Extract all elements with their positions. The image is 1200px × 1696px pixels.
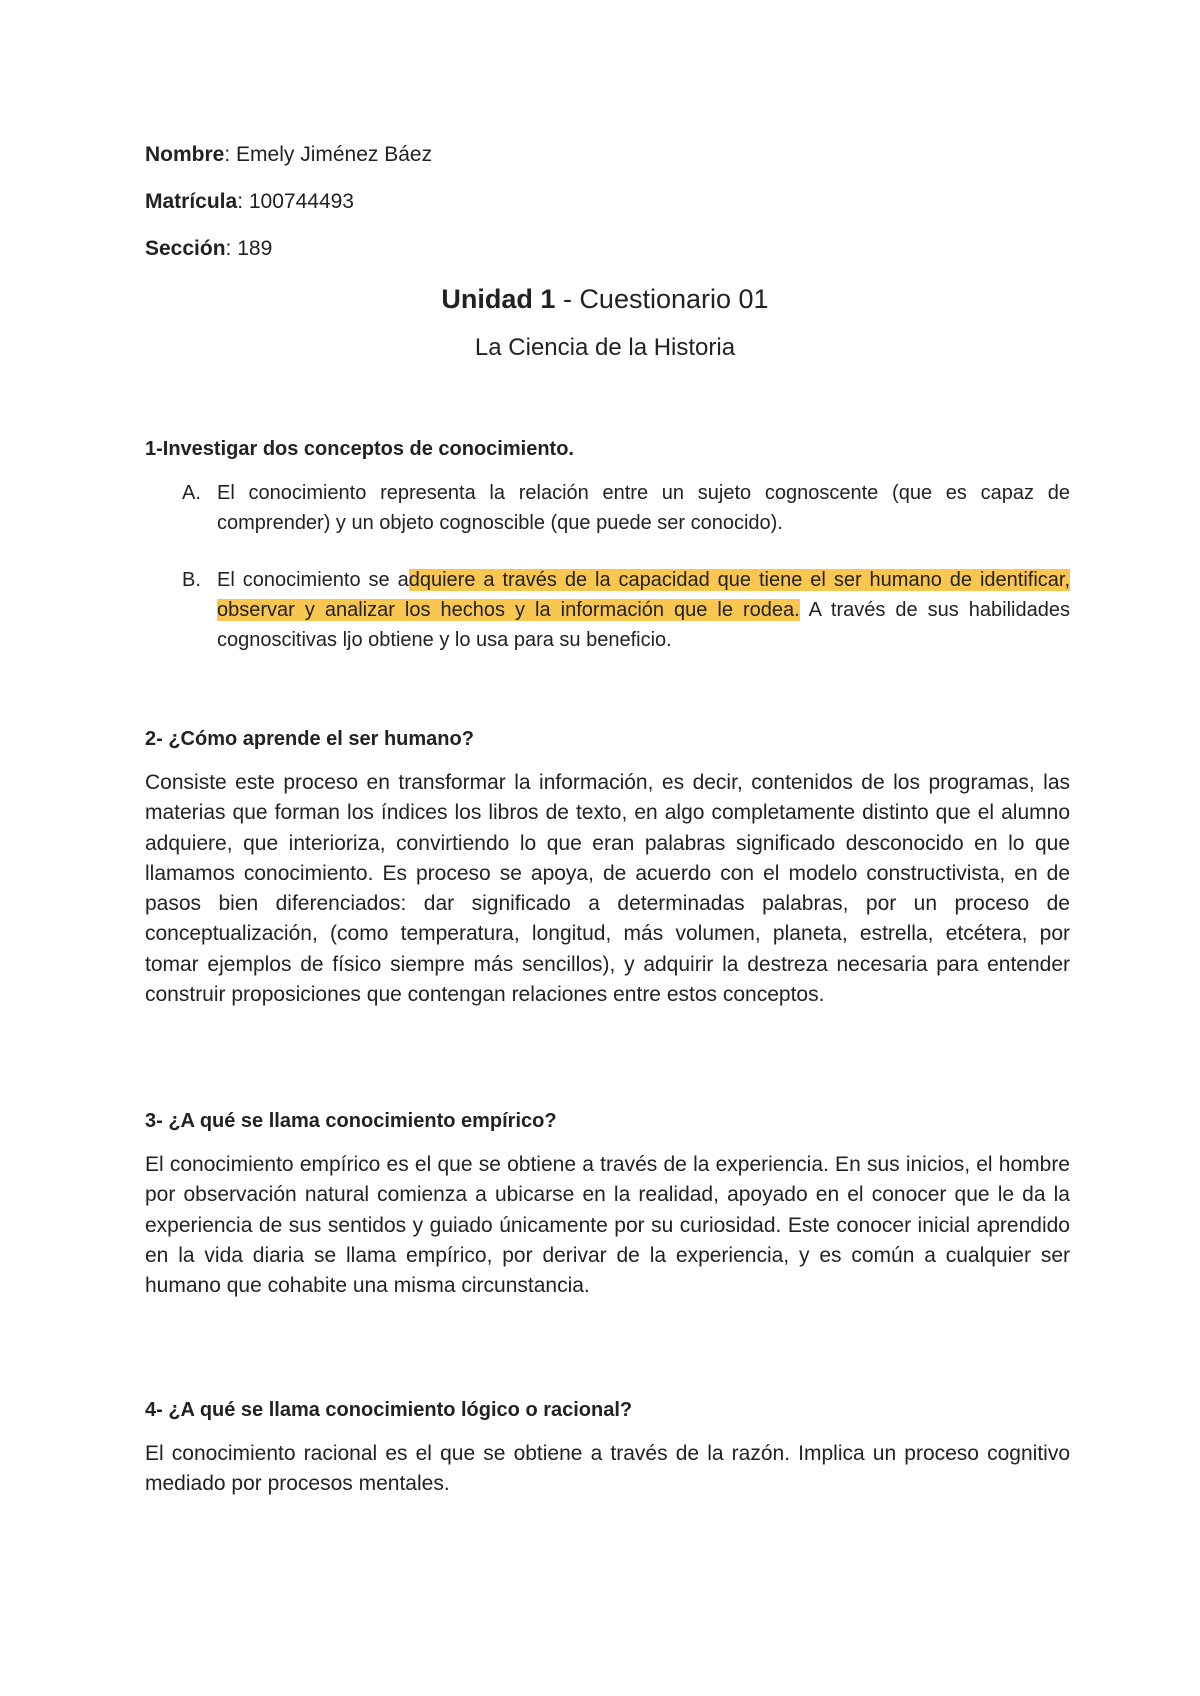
- matricula-line: [145, 190, 432, 214]
- seccion-line: [145, 237, 432, 261]
- question-3-answer: El conocimiento empírico es el que se obtiene a través de la experiencia. En sus inicios, el hombre por observación natural comienza a ubicarse en la realidad, apoyado en el conocer que le da la experiencia de sus sentidos y guiado únicamente por su curiosidad. Este conocer inicial aprendido en la vida diaria se llama empírico, por derivar de la experiencia, y es común a cualquier ser humano que cohabite una misma circunstancia.: [145, 1153, 1070, 1298]
- list-item-text-pre: El conocimiento se a: [217, 569, 409, 591]
- question-3-heading: 3- ¿A qué se llama conocimiento empírico?: [145, 1110, 557, 1132]
- matricula-label: Matrícula: [145, 190, 238, 213]
- question-4-answer: El conocimiento racional es el que se obtiene a través de la razón. Implica un proceso cognitivo mediado por procesos mentales.: [145, 1442, 1070, 1496]
- unit-label: Unidad 1: [441, 284, 556, 314]
- question-2-heading: 2- ¿Cómo aprende el ser humano?: [145, 728, 474, 750]
- page-subtitle: La Ciencia de la Historia: [474, 334, 736, 361]
- student-info: [145, 143, 432, 284]
- list-item: [145, 478, 1070, 538]
- question-4-heading: 4- ¿A qué se llama conocimiento lógico o racional?: [145, 1399, 633, 1421]
- quiz-label: - Cuestionario 01: [555, 284, 769, 314]
- question-1-list: [145, 478, 1070, 655]
- question-1-heading: 1-Investigar dos conceptos de conocimiento.: [145, 438, 574, 460]
- title-block: [0, 283, 1200, 363]
- list-item: [145, 565, 1070, 655]
- nombre-label: Nombre: [145, 143, 225, 166]
- nombre-line: [145, 143, 432, 167]
- highlighted-text: dquiere a través de la capacidad que tiene el ser humano de identificar, observar y analizar los hechos y la información que le rodea.: [217, 569, 1071, 621]
- list-item-text: El conocimiento representa la relación entre un sujeto cognoscente (que es capaz de comprender) y un objeto cognoscible (que puede ser conocido).: [217, 482, 1070, 534]
- list-item-text-post: A través de sus habilidades cognoscitivas ljo obtiene y lo usa para su beneficio.: [217, 599, 1070, 651]
- matricula-value: : 100744493: [237, 190, 354, 213]
- question-2-answer: Consiste este proceso en transformar la información, es decir, contenidos de los programas, las materias que forman los índices los libros de texto, en algo completamente distinto que el alumno adquiere, que interioriza, convirtiendo lo que eran palabras significado desconocido en lo que llamamos conocimiento. Es proceso se apoya, de acuerdo con el modelo constructivista, en de pasos bien diferenciados: dar significado a determinadas palabras, por un proceso de conceptualización, (como temperatura, longitud, más volumen, planeta, estrella, etcétera, por tomar ejemplos de físico siempre más sencillos), y adquirir la destreza necesaria para entender construir proposiciones que contengan relaciones entre estos conceptos.: [145, 771, 1070, 1007]
- seccion-value: : 189: [225, 237, 273, 260]
- list-marker: A.: [182, 482, 201, 504]
- page-title: [0, 283, 1200, 315]
- list-marker: B.: [182, 569, 201, 591]
- nombre-value: : Emely Jiménez Báez: [224, 143, 433, 166]
- seccion-label: Sección: [145, 237, 226, 260]
